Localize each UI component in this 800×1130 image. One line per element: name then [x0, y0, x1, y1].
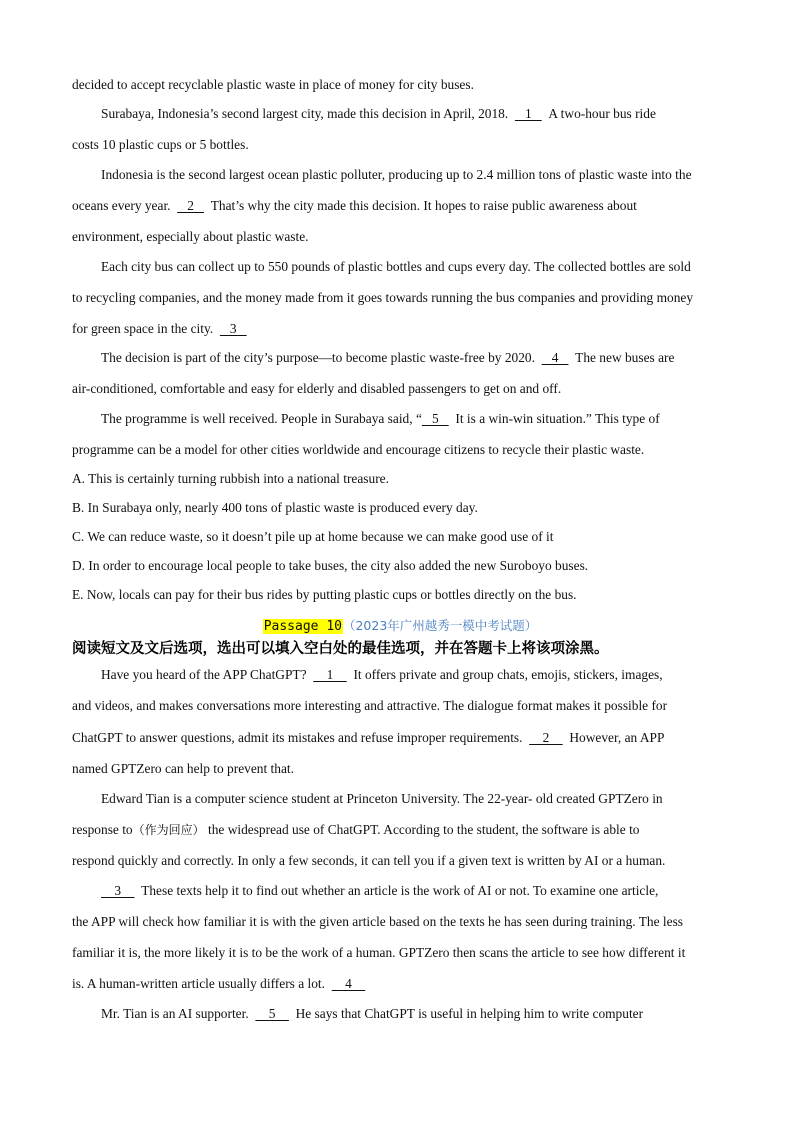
paragraph-line: familiar it is, the more likely it is to be the work of a human. GPTZero then scans the article to see how different it [72, 945, 686, 960]
paragraph-line: oceans every year. 2 That’s why the city made this decision. It hopes to raise public awareness about [72, 198, 637, 213]
paragraph-line: decided to accept recyclable plastic waste in place of money for city buses. [72, 77, 474, 92]
blank-1: 1 [313, 667, 347, 682]
option-b: B. In Surabaya only, nearly 400 tons of plastic waste is produced every day. [72, 500, 478, 515]
blank-2: 2 [177, 198, 204, 213]
instruction: 阅读短文及文后选项，选出可以填入空白处的最佳选项，并在答题卡上将该项涂黑。 [72, 641, 609, 657]
blank-4: 4 [331, 976, 366, 991]
option-e: E. Now, locals can pay for their bus rides by putting plastic cups or bottles directly on the bus. [72, 587, 577, 602]
option-a: A. This is certainly turning rubbish into a national treasure. [72, 471, 389, 486]
paragraph-line: the APP will check how familiar it is with the given article based on the texts he has seen during training. The less [72, 914, 683, 929]
blank-5: 5 [255, 1006, 289, 1021]
blank-5: 5 [421, 411, 449, 426]
paragraph-line: and videos, and makes conversations more interesting and attractive. The dialogue format makes it possible for [72, 698, 668, 713]
passage-label: Passage 10 [263, 619, 342, 634]
paragraph-line: for green space in the city. 3 [72, 321, 247, 336]
paragraph-line: programme can be a model for other cities worldwide and encourage citizens to recycle their plastic waste. [72, 442, 645, 457]
paragraph-line: Surabaya, Indonesia’s second largest city, made this decision in April, 2018. 1 A two-hour bus ride [101, 106, 656, 121]
blank-3: 3 [219, 321, 247, 336]
paragraph-line: Have you heard of the APP ChatGPT? 1 It offers private and group chats, emojis, stickers, images, [101, 667, 663, 682]
paragraph-line: response to（作为回应） the widespread use of ChatGPT. According to the student, the software is able to [72, 822, 640, 837]
paragraph-line: air-conditioned, comfortable and easy for elderly and disabled passengers to get on and off. [72, 381, 562, 396]
paragraph-line: is. A human-written article usually differs a lot. 4 [72, 976, 366, 991]
passage-source: （2023年广州越秀一模中考试题） [342, 618, 538, 633]
paragraph-line: Each city bus can collect up to 550 pounds of plastic bottles and cups every day. The collected bottles are sold [101, 259, 691, 274]
blank-3: 3 [101, 883, 135, 898]
blank-2: 2 [529, 730, 563, 745]
paragraph-line: The decision is part of the city’s purpose—to become plastic waste-free by 2020. 4 The new buses are [101, 350, 675, 365]
passage-heading [0, 617, 800, 636]
paragraph-line: respond quickly and correctly. In only a few seconds, it can tell you if a given text is written by AI or a human. [72, 853, 666, 868]
paragraph-line: 3 These texts help it to find out whether an article is the work of AI or not. To examine one article, [101, 883, 659, 898]
paragraph-line: named GPTZero can help to prevent that. [72, 761, 294, 776]
paragraph-line: Edward Tian is a computer science student at Princeton University. The 22-year- old created GPTZero in [101, 791, 663, 806]
blank-1: 1 [514, 106, 542, 121]
paragraph-line: The programme is well received. People in Surabaya said, “ 5 It is a win-win situation.” This type of [101, 411, 660, 426]
option-c: C. We can reduce waste, so it doesn’t pile up at home because we can make good use of it [72, 529, 554, 544]
paragraph-line: costs 10 plastic cups or 5 bottles. [72, 137, 249, 152]
blank-4: 4 [541, 350, 569, 365]
paragraph-line: Mr. Tian is an AI supporter. 5 He says that ChatGPT is useful in helping him to write computer [101, 1006, 644, 1021]
paragraph-line: environment, especially about plastic waste. [72, 229, 309, 244]
option-d: D. In order to encourage local people to take buses, the city also added the new Suroboyo buses. [72, 558, 589, 573]
paragraph-line: Indonesia is the second largest ocean plastic polluter, producing up to 2.4 million tons of plastic waste into the [101, 167, 692, 182]
paragraph-line: ChatGPT to answer questions, admit its mistakes and refuse improper requirements. 2 However, an APP [72, 730, 665, 745]
paragraph-line: to recycling companies, and the money made from it goes towards running the bus companies and providing money [72, 290, 694, 305]
